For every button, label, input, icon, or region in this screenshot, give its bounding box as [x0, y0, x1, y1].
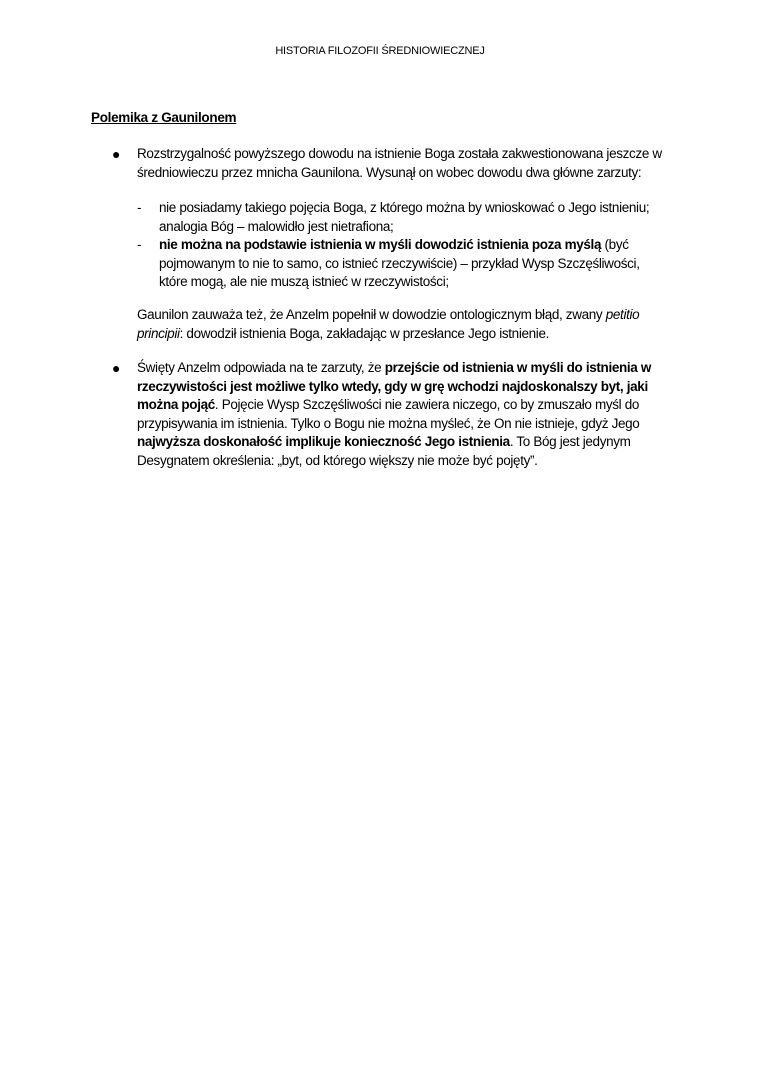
- paragraph-text-a: Gaunilon zauważa też, że Anzelm popełnił w dowodzie ontologicznym błąd, zwany: [137, 307, 606, 322]
- latin-term: petitio principii: [137, 307, 640, 341]
- petitio-principii-paragraph: [137, 306, 667, 343]
- objections-list: [137, 199, 667, 292]
- section-title: Polemika z Gaunilonem: [91, 110, 237, 125]
- paragraph-text-b: : dowodził istnienia Boga, zakładając w przesłance Jego istnienie.: [179, 325, 550, 341]
- reply-text-1: Święty Anzelm odpowiada na te zarzuty, że: [137, 360, 385, 375]
- objection-2-bold: nie można na podstawie istnienia w myśli dowodzić istnienia poza myślą: [159, 237, 602, 252]
- dash-marker: -: [137, 200, 142, 215]
- bullet-item-gaunilon-objections: [112, 145, 667, 182]
- list-item-objection-1: [137, 199, 667, 236]
- list-item-objection-2: [137, 236, 667, 292]
- bullet-icon: ●: [112, 146, 121, 162]
- bullet-text: Rozstrzygalność powyższego dowodu na istnienie Boga została zakwestionowana jeszcze w średniowieczu przez mnicha Gaunilona. Wysunął on wobec dowodu dwa główne zarzuty:: [137, 146, 662, 180]
- reply-text-3: . To Bóg jest jedynym Desygnatem określenia: „byt, od którego większy nie może być pojęty”.: [137, 434, 631, 468]
- objection-2-text: (być pojmowanym to nie to samo, co istnieć rzeczywiście) – przykład Wysp Szczęśliwości, które mogą, ale nie muszą istnieć w rzeczywistości;: [159, 237, 640, 289]
- bullet-item-anselm-reply: [112, 359, 667, 470]
- reply-bold-1: przejście od istnienia w myśli do istnienia w rzeczywistości jest możliwe tylko wtedy, gdy w grę wchodzi najdoskonalszy byt, jaki można pojąć: [137, 360, 652, 412]
- reply-bold-2: najwyższa doskonałość implikuje konieczność Jego istnienia: [137, 434, 510, 449]
- reply-text-2: . Pojęcie Wysp Szczęśliwości nie zawiera niczego, co by zmuszało myśl do przypisywania im istnienia. Tylko o Bogu nie można myśleć, że On nie istnieje, gdyż Jego: [137, 397, 640, 431]
- running-header: HISTORIA FILOZOFII ŚREDNIOWIECZNEJ: [275, 45, 485, 57]
- objection-1-text: nie posiadamy takiego pojęcia Boga, z którego można by wnioskować o Jego istnieniu; analogia Bóg – malowidło jest nietrafiona;: [159, 200, 650, 234]
- dash-marker: -: [137, 237, 142, 252]
- bullet-icon: ●: [112, 360, 121, 376]
